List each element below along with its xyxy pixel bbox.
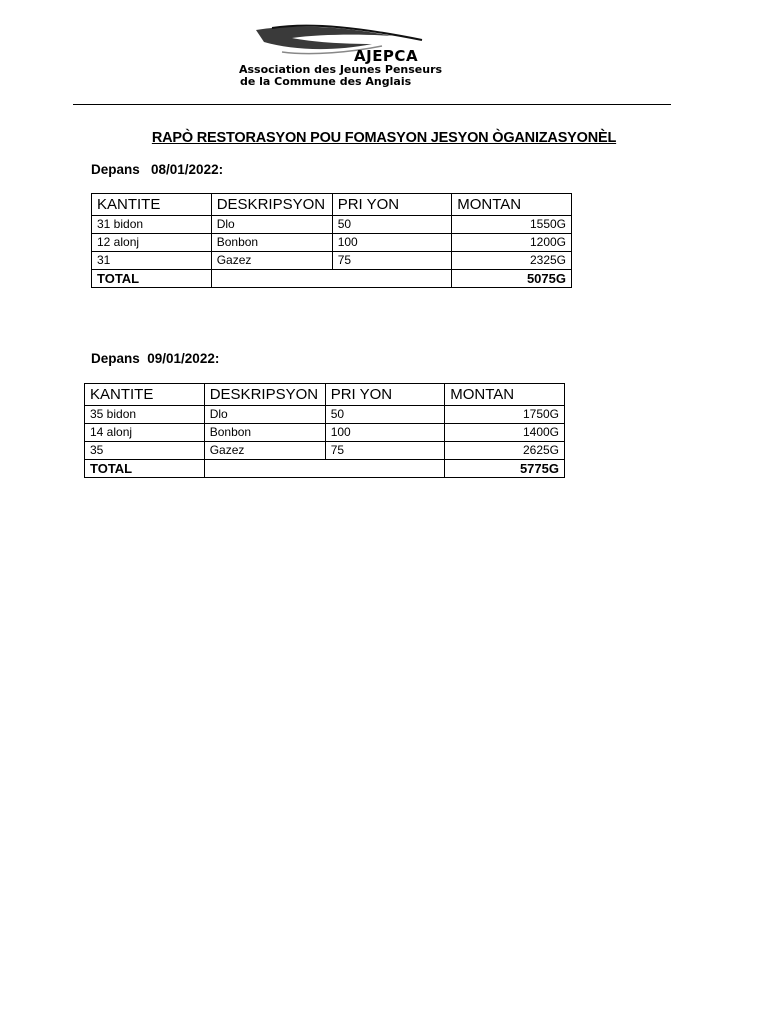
column-header: PRI YON xyxy=(332,194,452,216)
quantity-cell: 31 bidon xyxy=(92,216,212,234)
amount-cell: 2325G xyxy=(452,252,572,270)
unit-price-cell: 75 xyxy=(332,252,452,270)
expense-table xyxy=(84,383,565,478)
unit-price-cell: 100 xyxy=(332,234,452,252)
table-row xyxy=(85,406,565,424)
description-cell: Bonbon xyxy=(204,424,325,442)
table-row xyxy=(92,252,572,270)
amount-cell: 1200G xyxy=(452,234,572,252)
unit-price-cell: 50 xyxy=(325,406,445,424)
organization-logo xyxy=(236,22,486,90)
description-cell: Gazez xyxy=(204,442,325,460)
expense-date-label: Depans 09/01/2022: xyxy=(91,351,220,366)
table-row xyxy=(92,216,572,234)
amount-cell: 1400G xyxy=(445,424,565,442)
total-empty-cell xyxy=(204,460,445,478)
expense-date-label: Depans 08/01/2022: xyxy=(91,162,224,177)
column-header: DESKRIPSYON xyxy=(204,384,325,406)
table-header-row xyxy=(92,194,572,216)
table-row xyxy=(92,234,572,252)
description-cell: Dlo xyxy=(204,406,325,424)
column-header: MONTAN xyxy=(452,194,572,216)
description-cell: Gazez xyxy=(211,252,332,270)
quantity-cell: 35 xyxy=(85,442,205,460)
report-title: RAPÒ RESTORASYON POU FOMASYON JESYON ÒGANIZASYONÈL xyxy=(151,130,617,146)
amount-cell: 1750G xyxy=(445,406,565,424)
total-label: TOTAL xyxy=(92,270,212,288)
unit-price-cell: 50 xyxy=(332,216,452,234)
column-header: MONTAN xyxy=(445,384,565,406)
header-divider xyxy=(73,104,671,105)
unit-price-cell: 75 xyxy=(325,442,445,460)
table-row xyxy=(85,424,565,442)
table-header-row xyxy=(85,384,565,406)
expense-table xyxy=(91,193,572,288)
column-header: KANTITE xyxy=(92,194,212,216)
quantity-cell: 35 bidon xyxy=(85,406,205,424)
column-header: DESKRIPSYON xyxy=(211,194,332,216)
description-cell: Bonbon xyxy=(211,234,332,252)
description-cell: Dlo xyxy=(211,216,332,234)
quantity-cell: 31 xyxy=(92,252,212,270)
logo-name: AJEPCA xyxy=(354,47,419,65)
column-header: KANTITE xyxy=(85,384,205,406)
logo-subtitle-line-2: de la Commune des Anglais xyxy=(240,75,412,88)
quantity-cell: 14 alonj xyxy=(85,424,205,442)
total-empty-cell xyxy=(211,270,452,288)
total-label: TOTAL xyxy=(85,460,205,478)
total-row xyxy=(85,460,565,478)
logo-subtitle-line-1: Association des Jeunes Penseurs xyxy=(239,63,443,76)
total-amount: 5775G xyxy=(445,460,565,478)
total-amount: 5075G xyxy=(452,270,572,288)
table-row xyxy=(85,442,565,460)
unit-price-cell: 100 xyxy=(325,424,445,442)
column-header: PRI YON xyxy=(325,384,445,406)
total-row xyxy=(92,270,572,288)
amount-cell: 2625G xyxy=(445,442,565,460)
amount-cell: 1550G xyxy=(452,216,572,234)
quantity-cell: 12 alonj xyxy=(92,234,212,252)
